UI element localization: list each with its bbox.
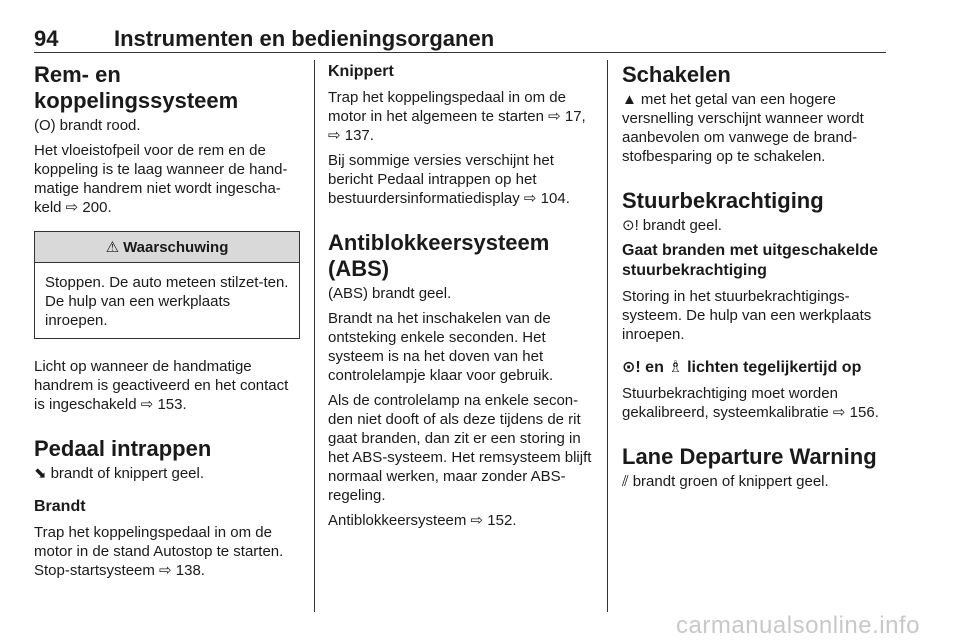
warning-header: ⚠ Waarschuwing [35, 232, 299, 263]
rem-paragraph-3: Licht op wanneer de handmatige handrem is geactiveerd en het contact is ingeschakeld ⇨ 153. [34, 358, 289, 413]
header-rule [34, 52, 886, 53]
column-divider-1 [314, 60, 315, 612]
clutch-pedal-icon: ⬊ [34, 465, 47, 482]
brandt-paragraph: Trap het koppelingspedaal in om de motor in de stand Autostop te starten. Stop-startsysteem ⇨ 138. [34, 524, 284, 579]
knippert-paragraph-1: Trap het koppelingspedaal in om de motor in het algemeen te starten ⇨ 17, ⇨ 137. [328, 89, 586, 144]
pedaal-status: ⬊ brandt of knippert geel. [34, 465, 205, 482]
heading-knippert: Knippert [328, 63, 394, 80]
heading-gaat-branden: Gaat branden met uitgeschakelde stuurbekrachtiging [622, 242, 879, 279]
column-divider-2 [607, 60, 608, 612]
warning-triangle-icon: ⚠ [105, 239, 120, 256]
upshift-arrow-icon: ▲ [622, 91, 637, 108]
rem-status: (O) brandt rood. [34, 117, 141, 134]
page-title: Instrumenten en bedieningsorganen [114, 26, 495, 51]
rem-paragraph: Het vloeistofpeil voor de rem en de koppeling is te laag wanneer de hand-matige handrem niet wordt ingescha-keld ⇨ 200. [34, 142, 288, 216]
heading-rem: Rem- en koppelingssysteem [34, 62, 239, 113]
watermark: carmanualsonline.info [676, 612, 920, 639]
heading-pedaal: Pedaal intrappen [34, 436, 212, 461]
heading-schakelen: Schakelen [622, 62, 731, 87]
abs-status: (ABS) brandt geel. [328, 285, 452, 302]
heading-licht: ⊙! en ♗ lichten tegelijkertijd op [622, 359, 862, 376]
heading-brandt: Brandt [34, 498, 86, 515]
brake-warning-icon: (O) [34, 117, 56, 134]
knippert-paragraph-2: Bij sommige versies verschijnt het bericht Pedaal intrappen op het bestuurdersinformatiedisplay ⇨ 104. [328, 152, 570, 207]
licht-paragraph: Stuurbekrachtiging moet worden gekalibreerd, systeemkalibratie ⇨ 156. [622, 385, 879, 421]
schakelen-paragraph: ▲ met het getal van een hogere versnelling verschijnt wanneer wordt aanbevolen om vanwege de brand-stofbesparing op te schakelen. [622, 91, 864, 165]
warning-box [34, 231, 300, 339]
column-3 [622, 62, 888, 497]
power-steering-icon: ⊙! [622, 217, 639, 234]
heading-abs: Antiblokkeersysteem (ABS) [328, 230, 550, 281]
abs-paragraph-2: Brandt na het inschakelen van de ontsteking enkele seconden. Het systeem is na het doven van het controlelampje klaar voor gebruik. [328, 310, 554, 384]
page-header [34, 26, 886, 54]
warning-body: Stoppen. De auto meteen stilzet-ten. De hulp van een werkplaats inroepen. [45, 274, 289, 329]
lane-departure-icon: ⫽ [622, 473, 629, 490]
abs-paragraph-4: Antiblokkeersysteem ⇨ 152. [328, 512, 517, 529]
column-2 [328, 62, 594, 536]
heading-lane: Lane Departure Warning [622, 444, 877, 469]
abs-paragraph-3: Als de controlelamp na enkele secon-den niet dooft of als deze tijdens de rit gaat branden, dan zit er een storing in het ABS-systeem. Het remsysteem blijft normaal werken, maar zonder ABS-regeling. [328, 392, 592, 504]
heading-stuur: Stuurbekrachtiging [622, 188, 824, 213]
stuur-status: ⊙! brandt geel. [622, 217, 722, 234]
abs-icon: (ABS) [328, 285, 369, 302]
lane-status: ⫽ brandt groen of knippert geel. [622, 473, 829, 490]
page-number: 94 [34, 26, 59, 51]
gaat-paragraph: Storing in het stuurbekrachtigings-systeem. De hulp van een werkplaats inroepen. [622, 288, 872, 343]
column-1 [34, 62, 300, 586]
